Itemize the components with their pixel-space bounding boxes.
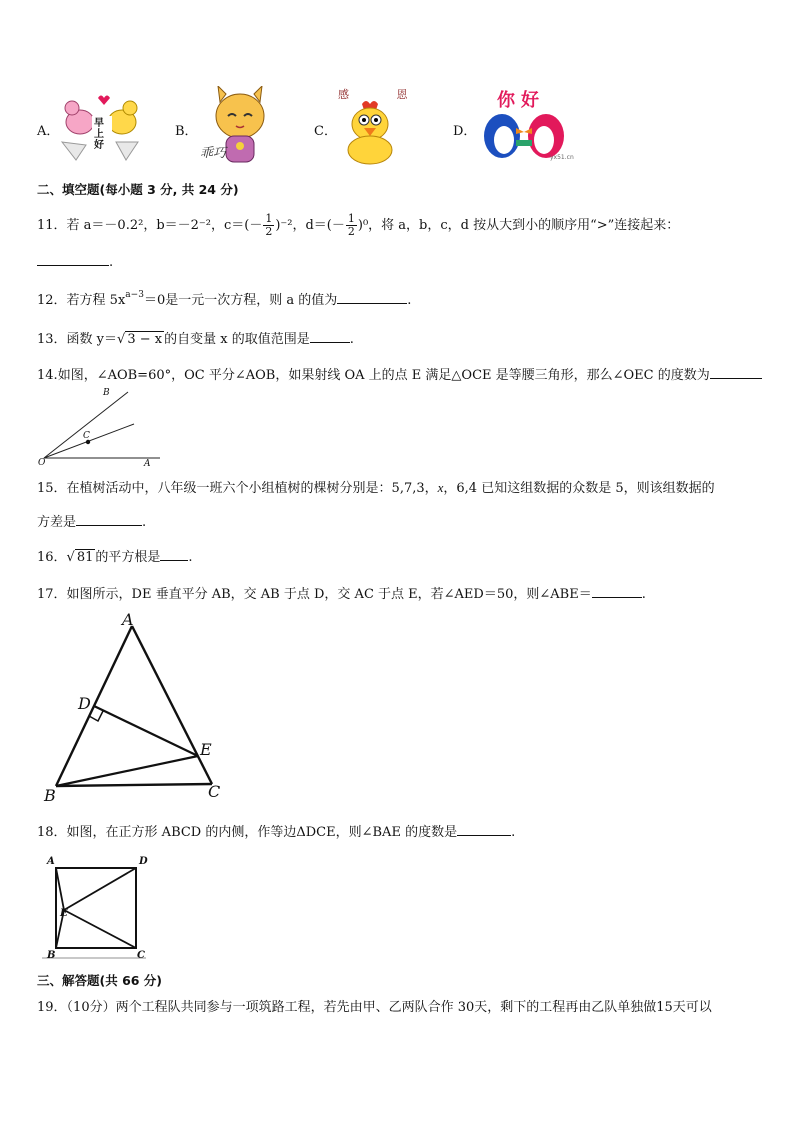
q14-number: 14. <box>37 368 58 383</box>
q13-radicand: 3 − x <box>127 332 163 347</box>
q11-text-c: )⁰，将 a，b，c，d 按从大到小的顺序用“>”连接起来： <box>357 218 680 233</box>
q13-tail: . <box>349 332 354 347</box>
q14-label-c: C <box>83 431 90 441</box>
q14-answer-blank[interactable] <box>710 364 762 379</box>
rooster-icon <box>340 98 402 166</box>
q15-answer-blank[interactable] <box>76 511 142 526</box>
option-c-caption: 感 恩 <box>338 88 430 101</box>
q18-number: 18． <box>37 825 67 840</box>
q15-line-2 <box>37 511 146 532</box>
option-a-caption: 早上好 <box>94 118 104 151</box>
q18-label-d: D <box>139 856 148 867</box>
question-18 <box>37 821 515 842</box>
q17-answer-blank[interactable] <box>592 583 642 598</box>
question-12 <box>37 286 411 310</box>
q12-exponent: a−3 <box>125 290 144 300</box>
q18-label-a: A <box>47 856 55 867</box>
q19-text: （10分）两个工程队共同参与一项筑路工程，若先由甲、乙两队合作 30天，剩下的工程再由乙队单独做15天可以 <box>66 1000 712 1015</box>
q15-number: 15． <box>37 481 67 496</box>
question-13: 13．函数 y＝√ 3 − x 的自变量 x 的取值范围是 . <box>37 328 354 349</box>
q18-text: 如图，在正方形 ABCD 的内侧，作等边ΔDCE，则∠BAE 的度数是 <box>66 825 458 840</box>
question-19 <box>37 999 712 1017</box>
q18-answer-blank[interactable] <box>457 821 511 836</box>
q17-label-a: A <box>122 610 134 629</box>
q13-answer-blank[interactable] <box>310 328 350 343</box>
q11-fraction-c: $\frac{1}{2}$ <box>265 212 273 238</box>
q11-answer-blank[interactable] <box>37 251 109 266</box>
question-17 <box>37 583 646 604</box>
q12-text: ＝0是一元一次方程，则 a 的值为 <box>143 293 338 308</box>
q19-number: 19． <box>37 1000 67 1015</box>
q17-tail: . <box>641 587 646 602</box>
option-a-label: A． <box>37 124 60 139</box>
q14-label-o: O <box>38 458 46 468</box>
q12-text-pre: 若方程 5x <box>66 293 126 308</box>
q13-text: 的自变量 x 的取值范围是 <box>164 332 310 347</box>
q17-text: 如图所示，DE 垂直平分 AB，交 AB 于点 D，交 AC 于点 E，若∠AED＝50，则∠ABE＝ <box>66 587 592 602</box>
q12-tail: . <box>407 293 412 308</box>
q16-answer-blank[interactable] <box>160 546 188 561</box>
option-d-label: D． <box>453 124 477 139</box>
section-2-title: 二、填空题(每小题 3 分, 共 24 分) <box>37 182 239 197</box>
q11-fraction-d: $\frac{1}{2}$ <box>347 212 355 238</box>
option-b-label: B． <box>175 124 198 139</box>
question-11 <box>37 213 679 238</box>
q18-tail: . <box>511 825 516 840</box>
q15-text-2: 方差是 <box>37 515 77 530</box>
q11-text-b: )⁻²，d＝(－ <box>275 218 345 233</box>
option-c-label: C． <box>314 124 337 139</box>
option-d-caption: 你好 <box>497 90 545 111</box>
q16-number: 16． <box>37 550 67 565</box>
q18-label-b: B <box>47 950 56 961</box>
q17-label-e: E <box>200 740 212 759</box>
q12-number: 12． <box>37 293 67 308</box>
q17-label-c: C <box>208 782 221 801</box>
q14-text: 如图，∠AOB=60°，OC 平分∠AOB，如果射线 OA 上的点 E 满足△OCE 是等腰三角形，那么∠OEC 的度数为 <box>57 368 710 383</box>
q15-variable-x: x <box>437 480 444 495</box>
q11-tail: . <box>109 255 114 270</box>
q15-text-1b: ，6,4 已知这组数据的众数是 5，则该组数据的 <box>443 481 715 496</box>
q15-text-1: 在植树活动中，八年级一班六个小组植树的棵树分别是：5,7,3， <box>66 481 438 496</box>
question-14 <box>37 364 762 385</box>
q16-text: 的平方根是 <box>95 550 161 565</box>
question-16: 16．√ 81 的平方根是 . <box>37 546 193 567</box>
q12-answer-blank[interactable] <box>337 289 407 304</box>
section-3-title: 三、解答题(共 66 分) <box>37 973 163 988</box>
q16-tail: . <box>188 550 193 565</box>
q17-label-d: D <box>78 694 91 713</box>
q13-text-pre: 函数 y＝ <box>66 332 118 347</box>
q14-label-a: A <box>144 459 151 469</box>
q18-label-e: E <box>60 908 68 919</box>
q11-number: 11． <box>37 218 67 233</box>
q11-text-a: 若 a＝－0.2²，b＝－2⁻²，c＝(－ <box>66 218 263 233</box>
q17-label-b: B <box>44 786 56 805</box>
option-b-caption: 乖巧 <box>200 146 227 161</box>
q18-label-c: C <box>137 950 145 961</box>
question-15 <box>37 479 715 498</box>
q15-tail: . <box>142 515 147 530</box>
q17-number: 17． <box>37 587 67 602</box>
q11-answer-line <box>37 251 113 272</box>
q13-number: 13． <box>37 332 67 347</box>
option-d-watermark: yx51.cn <box>550 154 574 161</box>
q14-label-b: B <box>103 388 110 398</box>
q16-radicand: 81 <box>76 550 94 565</box>
